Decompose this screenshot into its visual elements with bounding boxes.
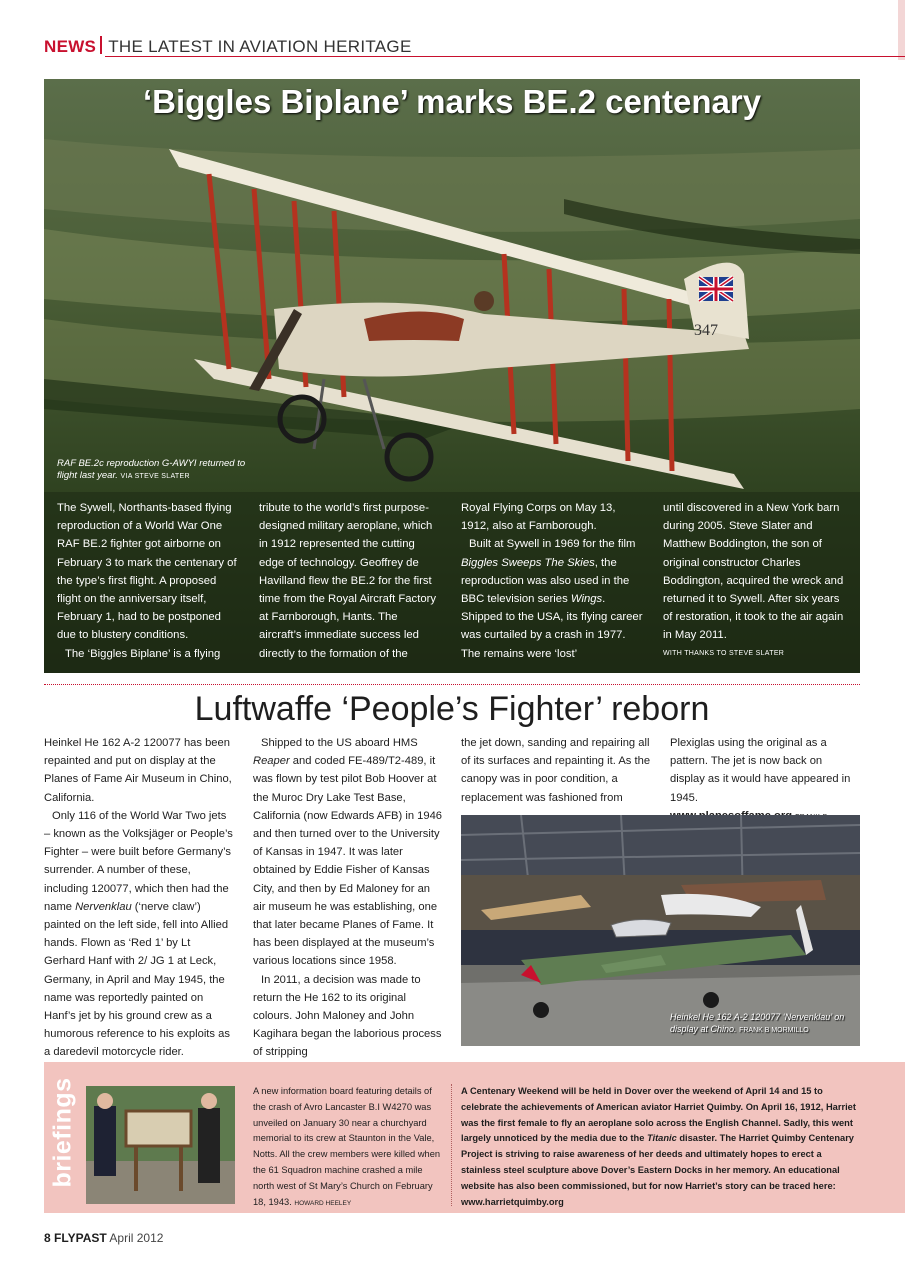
paragraph: tribute to the world’s first purpose-designed military aeroplane, which in 1912 represented the cutting edge of technology. Geoffrey de Havilland flew the BE.2 for the first time from the Royal Aircraft Factory at Farnborough, Hants. The aircraft’s immediate success led directly to the formation of the (259, 502, 437, 660)
paragraph: until discovered in a New York barn during 2005. Steve Slater and Matthew Boddington, the son of original constructor Charles Boddington, acquired the wreck and returned it to Sywell. After six years of restoration, it took to the air again in May 2011. (663, 502, 844, 642)
story2-column-3 (461, 734, 651, 807)
website-link[interactable]: www.harrietquimby.org (461, 1196, 564, 1207)
aircraft-name: Nervenklau (75, 900, 132, 913)
story1-column-3 (461, 499, 643, 663)
film-title: Biggles Sweeps The Skies (461, 556, 595, 569)
paragraph: In 2011, a decision was made to return the He 162 to its original colours. John Maloney and John Kagihara began the laborious process of stripping (253, 973, 442, 1059)
page-number: 8 (44, 1231, 51, 1245)
story1-column-2 (259, 499, 441, 663)
heinkel-photo (461, 815, 860, 1046)
series-title: Wings (570, 593, 603, 606)
story1-body (57, 499, 857, 663)
briefing-credit: HOWARD HEELEY (294, 1199, 352, 1207)
briefings-label (44, 1062, 82, 1213)
caption-text: Heinkel He 162 A-2 120077 ‘Nervenklau’ on display at Chino. (670, 1012, 845, 1034)
story2-column-1 (44, 734, 234, 1062)
caption-credit: FRANK B MORMILLO (739, 1027, 809, 1034)
hero-story (44, 79, 860, 673)
briefings-divider (451, 1084, 452, 1206)
story1-column-1 (57, 499, 239, 663)
story2-photo-caption (670, 1011, 850, 1037)
caption-credit: VIA STEVE SLATER (120, 473, 190, 480)
briefing-item-1: A new information board featuring details of the crash of Avro Lancaster B.I W4270 was unveiled on January 30 near a churchyard memorial to its crew at Staunton in the Vale, Notts. All the crew members were killed when the 61 Squadron machine crashed a mile north west of St Mary’s Church on February 18, 1943. HOWARD HEELEY (253, 1086, 441, 1207)
story2-column-2 (253, 734, 443, 1062)
dotted-divider (44, 684, 860, 685)
briefing-item-2: A Centenary Weekend will be held in Dover over the weekend of April 14 and 15 to celebrate the achievements of American aviator Harriet Quimby. On April 16, 1912, Harriet was the first female to fly an aeroplane solo across the English Channel. Sadly, this went largely unnoticed by the media due to the Titanic disaster. The Harriet Quimby Centenary Project is striving to raise awareness of her deeds and ultimately hopes to erect a stainless steel sculpture above Dover’s Eastern Docks in her memory. An educational website has also been commissioned, but for now Harriet’s story can be traced here: www.harrietquimby.org (461, 1086, 856, 1207)
paragraph: Plexiglas using the original as a pattern. The jet is now back on display as it would have appeared in 1945. (670, 737, 851, 804)
page-edge-tab (898, 0, 905, 60)
page-footer (44, 1231, 163, 1245)
story1-photo-caption (57, 458, 257, 483)
paragraph: Royal Flying Corps on May 13, 1912, also at Farnborough. (461, 502, 616, 533)
paragraph: The Sywell, Northants-based flying reproduction of a World War One RAF BE.2 fighter got airborne on February 3 to mark the centenary of the type’s first flight. A proposed flight on the anniversary itself, February 1, had to be postponed due to blustery conditions. (57, 502, 237, 642)
caption-text: RAF BE.2c reproduction G-AWYI returned to flight last year. (57, 458, 246, 481)
section-label: NEWS (44, 37, 97, 56)
memorial-image (86, 1086, 235, 1204)
section-divider (100, 36, 102, 54)
paragraph: Shipped to the US aboard HMS Reaper and coded FE-489/T2-489, it was flown by test pilot Bob Hoover at the Muroc Dry Lake Test Base, California (now Edwards AFB) in 1946 and then turned over to the University of Kansas in 1947. It was later obtained by Eddie Fisher of Kansas City, and then by Ed Maloney for an air museum he was establishing, one that later became Planes of Fame. It has been displayed at the museum’s various locations since 1958. (253, 737, 443, 968)
story2-headline: Luftwaffe ‘People’s Fighter’ reborn (194, 690, 710, 728)
header-rule (105, 56, 905, 57)
ship-name: Reaper (253, 755, 290, 768)
briefings-panel (44, 1062, 905, 1213)
story1-credit: WITH THANKS TO STEVE SLATER (663, 649, 785, 657)
section-tagline: THE LATEST IN AVIATION HERITAGE (108, 37, 412, 56)
story1-column-4 (663, 499, 845, 663)
section-header (44, 34, 412, 57)
paragraph: Heinkel He 162 A-2 120077 has been repainted and put on display at the Planes of Fame Air Museum in Chino, California. (44, 737, 232, 804)
issue-date: April 2012 (109, 1231, 164, 1245)
magazine-name: FLYPAST (54, 1231, 107, 1245)
story1-headline: ‘Biggles Biplane’ marks BE.2 centenary (142, 83, 762, 120)
aircraft-code: 347 (694, 322, 718, 339)
ship-name: Titanic (646, 1133, 677, 1144)
paragraph: Built at Sywell in 1969 for the film Biggles Sweeps The Skies, the reproduction was also used in the BBC television series Wings. Shipped to the USA, its flying career was curtailed by a crash in 1977. The remains were ‘lost’ (461, 538, 643, 660)
memorial-board-photo (86, 1086, 235, 1204)
paragraph: The ‘Biggles Biplane’ is a flying (65, 647, 221, 660)
paragraph: Only 116 of the World War Two jets – known as the Volksjäger or People’s Fighter – were built before Germany’s surrender. A number of these, including 120077, which then had the name Nervenklau (‘nerve claw’) painted on the left side, fell into Allied hands. Flown as ‘Red 1’ by Lt Gerhard Hanf with 2/ JG 1 at Leck, Germany, in April and May 1945, the name was reportedly painted on Hanf’s jet by his ground crew as a humorous reference to his exploits as a daredevil motorcycle rider. (44, 809, 233, 1059)
paragraph: the jet down, sanding and repairing all of its surfaces and repainting it. As the canopy was in poor condition, a replacement was fashioned from (461, 737, 651, 804)
briefings-label-text: briefings (48, 1077, 77, 1188)
